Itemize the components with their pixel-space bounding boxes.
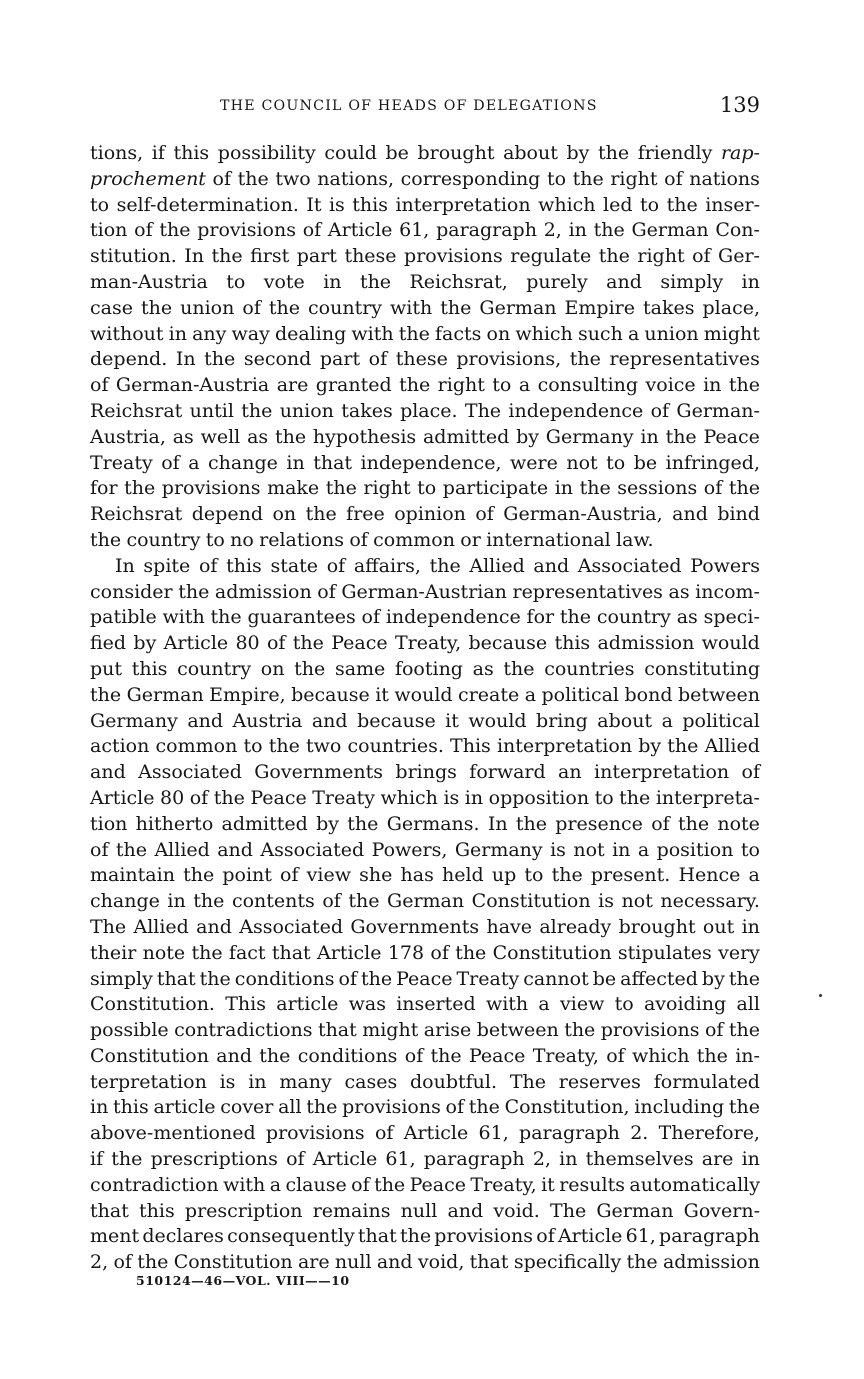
text-line: the country to no relations of common or international law. — [90, 528, 654, 551]
text-line: that this prescription remains null and void. The German Govern- — [90, 1199, 760, 1222]
text-line: terpretation is in many cases doubtful. The reserves formulated — [90, 1070, 760, 1093]
text-line: of the Allied and Associated Powers, Germany is not in a position to — [90, 838, 760, 861]
text-line: patible with the guarantees of independence for the country as speci- — [90, 606, 760, 629]
text-line: tion of the provisions of Article 61, paragraph 2, in the German Con- — [90, 219, 760, 242]
text-line: ment declares consequently that the provisions of Article 61, paragraph — [90, 1225, 760, 1248]
text-line: consider the admission of German-Austrian representatives as incom- — [90, 580, 760, 603]
text-line: maintain the point of view she has held up to the present. Hence a — [90, 864, 760, 887]
text-line: tions, if this possibility could be brought about by the friendly rap- — [90, 142, 760, 164]
page-header — [94, 94, 760, 122]
text-line: in this article cover all the provisions of the Constitution, including the — [90, 1096, 760, 1119]
text-line: tion hitherto admitted by the Germans. In the presence of the note — [90, 812, 760, 835]
text-line: Article 80 of the Peace Treaty which is in opposition to the interpreta- — [90, 786, 760, 809]
text-line: the German Empire, because it would create a political bond between — [90, 683, 760, 706]
body-text — [90, 141, 760, 1276]
text-line: prochement of the two nations, corresponding to the right of nations — [90, 167, 760, 190]
text-line: contradiction with a clause of the Peace Treaty, it results automatically — [90, 1173, 760, 1196]
text-line: put this country on the same footing as the countries constituting — [90, 657, 760, 680]
printer-mark: 510124—46—VOL. VIII——10 — [136, 1273, 350, 1288]
text-line: above-mentioned provisions of Article 61, paragraph 2. Therefore, — [90, 1122, 760, 1145]
text-line: Treaty of a change in that independence, were not to be infringed, — [90, 451, 760, 474]
text-line: of German-Austria are granted the right to a consulting voice in the — [90, 374, 760, 397]
text-line: man-Austria to vote in the Reichsrat, purely and simply in — [90, 270, 760, 293]
text-line: Reichsrat until the union takes place. The independence of German- — [90, 399, 760, 422]
text-line: Constitution and the conditions of the Peace Treaty, of which the in- — [90, 1044, 760, 1067]
text-line: for the provisions make the right to participate in the sessions of the — [90, 477, 760, 500]
text-line: to self-determination. It is this interpretation which led to the inser- — [90, 193, 760, 216]
text-line: The Allied and Associated Governments have already brought out in — [90, 915, 760, 938]
text-line: possible contradictions that might arise between the provisions of the — [90, 1019, 760, 1042]
text-line: their note the fact that Article 178 of the Constitution stipulates very — [90, 941, 760, 964]
text-line: Austria, as well as the hypothesis admitted by Germany in the Peace — [90, 425, 760, 448]
text-line: case the union of the country with the German Empire takes place, — [90, 296, 760, 319]
text-line: change in the contents of the German Constitution is not necessary. — [90, 890, 760, 913]
page-number: 139 — [719, 93, 760, 117]
text-line: without in any way dealing with the facts on which such a union might — [90, 322, 760, 345]
text-line: In spite of this state of affairs, the Allied and Associated Powers — [115, 554, 760, 577]
text-line: simply that the conditions of the Peace Treaty cannot be affected by the — [90, 967, 760, 990]
text-line: 2, of the Constitution are null and void, that specifically the admission — [90, 1251, 760, 1274]
margin-speck — [819, 994, 822, 997]
text-line: Germany and Austria and because it would bring about a political — [90, 709, 760, 732]
text-line: depend. In the second part of these provisions, the representatives — [90, 348, 760, 371]
running-head: THE COUNCIL OF HEADS OF DELEGATIONS — [220, 98, 598, 114]
text-line: Reichsrat depend on the free opinion of German-Austria, and bind — [90, 503, 760, 526]
text-line: if the prescriptions of Article 61, paragraph 2, in themselves are in — [90, 1148, 760, 1171]
text-line: fied by Article 80 of the Peace Treaty, because this admission would — [90, 632, 760, 655]
text-line: Constitution. This article was inserted with a view to avoiding all — [90, 993, 760, 1016]
text-line: and Associated Governments brings forward an interpretation of — [90, 761, 760, 784]
text-line: action common to the two countries. This interpretation by the Allied — [90, 735, 760, 758]
text-line: stitution. In the first part these provisions regulate the right of Ger- — [90, 245, 760, 268]
